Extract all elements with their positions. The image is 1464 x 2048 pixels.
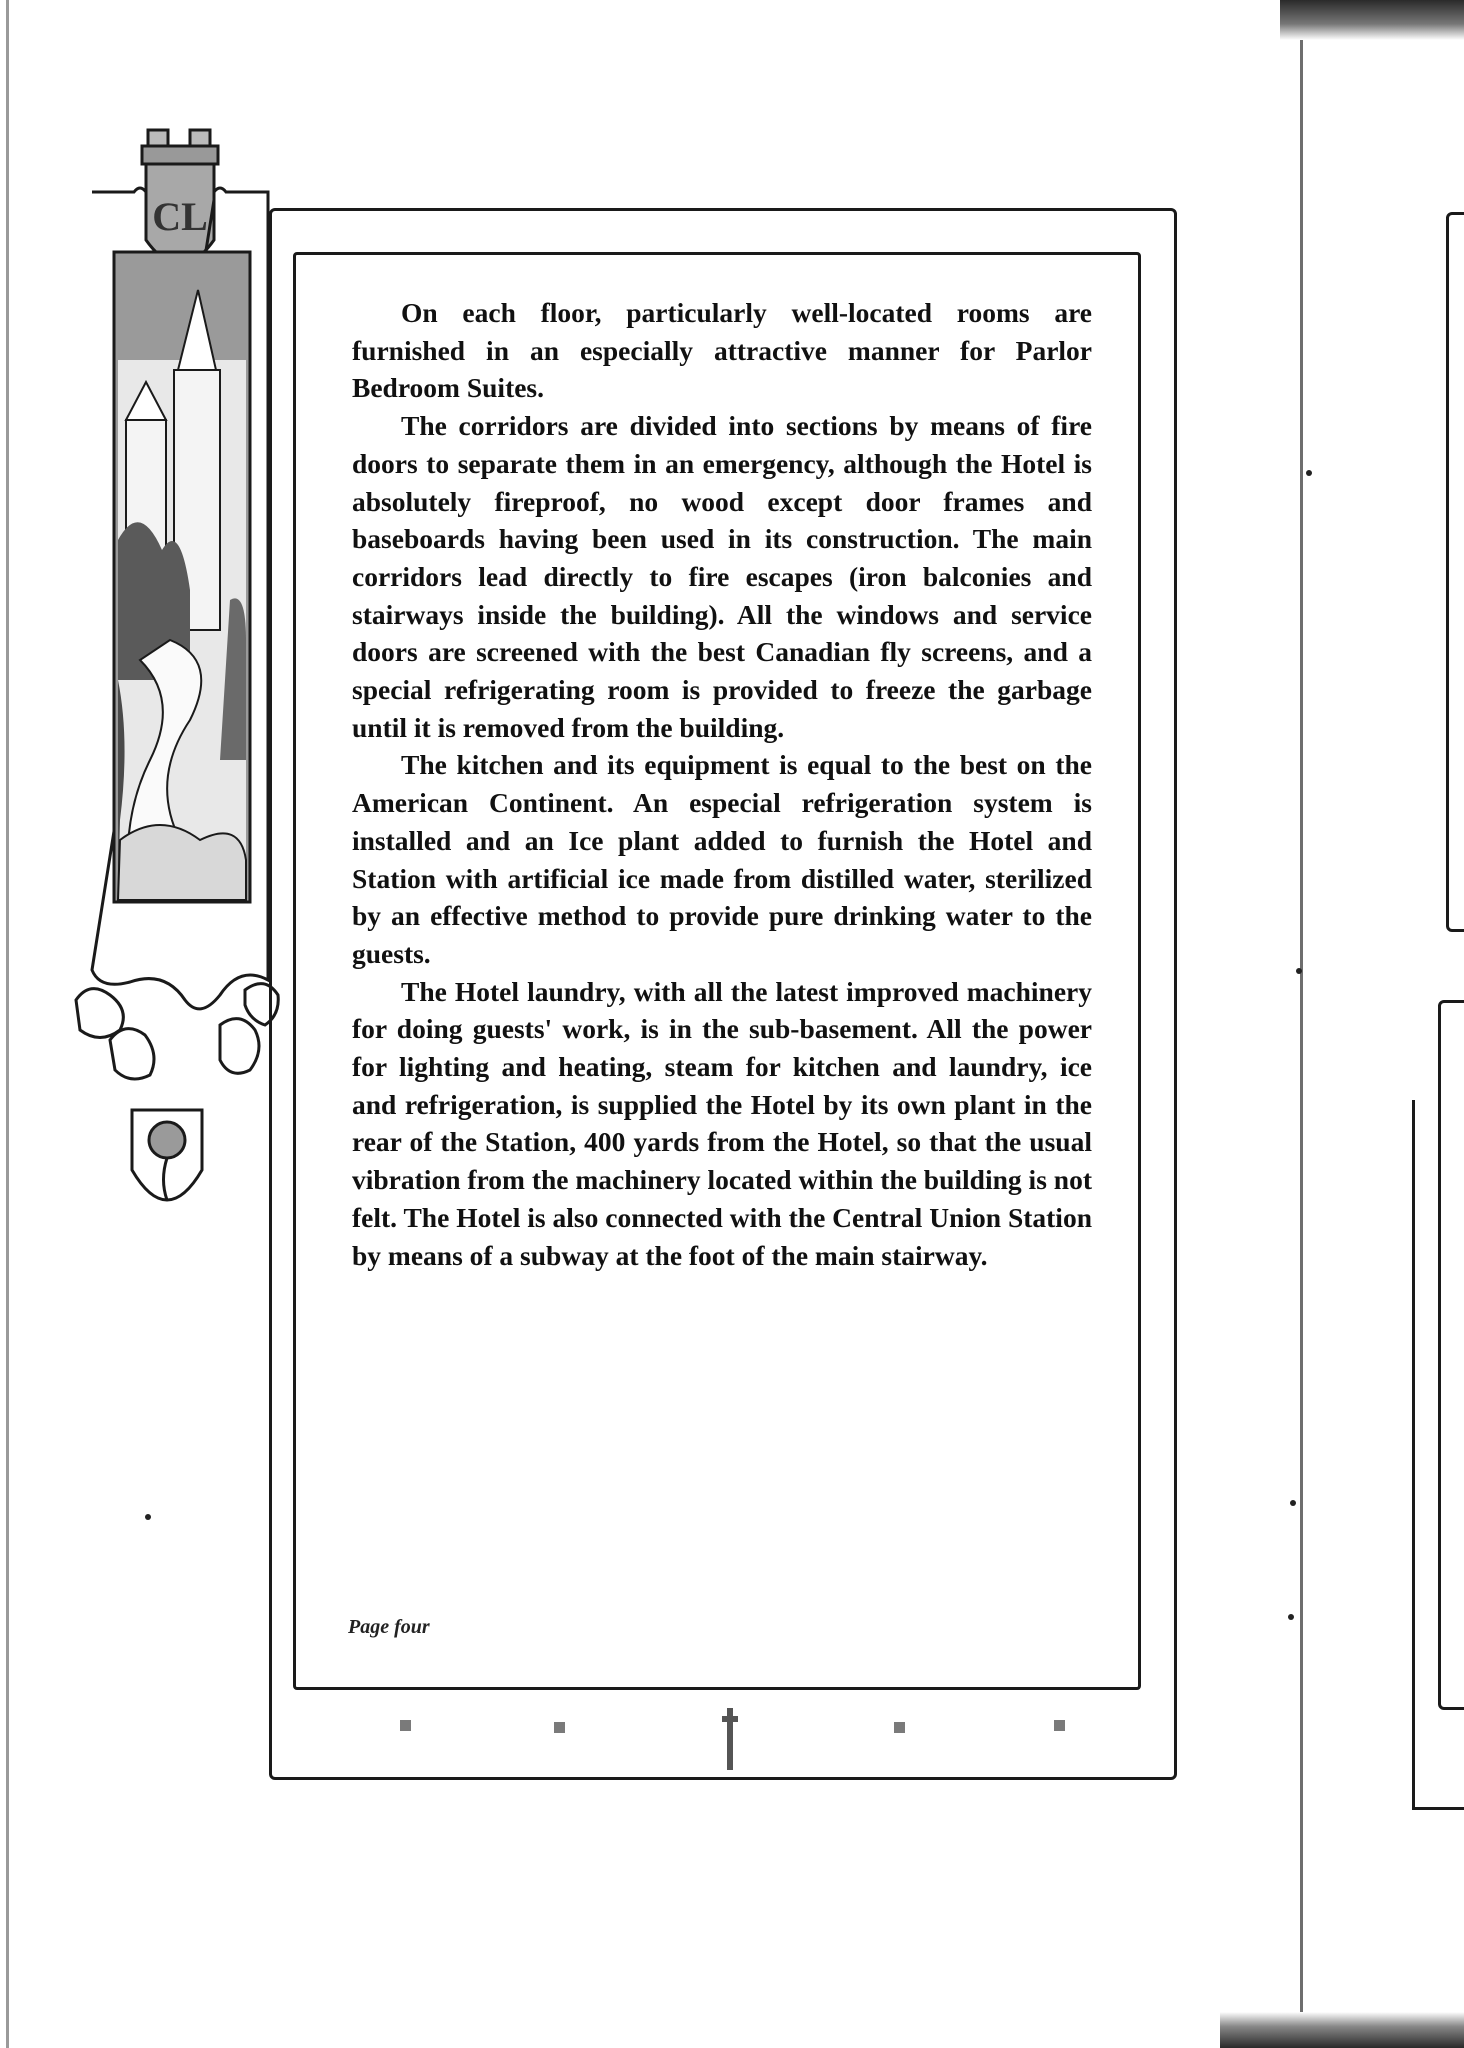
ornament-dot bbox=[554, 1722, 565, 1733]
body-text bbox=[352, 294, 1092, 1274]
scan-edge-top bbox=[1280, 0, 1464, 40]
crest-monogram: CL bbox=[152, 194, 208, 239]
scan-speck bbox=[1296, 968, 1302, 974]
scan-speck bbox=[1288, 1614, 1294, 1620]
ornamental-cross-icon bbox=[722, 1708, 738, 1770]
facing-page-frame-outer bbox=[1412, 1100, 1464, 1810]
rose-shield-icon bbox=[132, 1110, 202, 1200]
castle-illustration-panel bbox=[70, 120, 280, 1220]
ornament-row bbox=[0, 1700, 1464, 1780]
scan-speck bbox=[1306, 470, 1312, 476]
page-number-label: Page four bbox=[348, 1616, 430, 1638]
paragraph-rooms: On each floor, particularly well-located rooms are furnished in an especially attractive manner for Parlor Bedroom Suites. bbox=[352, 297, 1092, 404]
paragraph-corridors: The corridors are divided into sections by means of fire doors to separate them in an emergency, although the Hotel is absolutely fireproof, no wood except door frames and baseboards having been used in its construction. The main corridors lead directly to fire escapes (iron balconies and stairways inside the building). All the windows and service doors are screened with the best Canadian fly screens, and a special refrigerating room is provided to freeze the garbage until it is removed from the building. bbox=[352, 410, 1092, 743]
scan-speck bbox=[145, 1514, 151, 1520]
ornament-dot bbox=[1054, 1720, 1065, 1731]
ornament-dot bbox=[400, 1720, 411, 1731]
scan-edge-bottom bbox=[1220, 2012, 1464, 2048]
scroll-ornament-icon bbox=[76, 984, 278, 1079]
ornament-dot bbox=[894, 1722, 905, 1733]
paragraph-laundry: The Hotel laundry, with all the latest improved machinery for doing guests' work, is in the sub-basement. All the power for lighting and heating, steam for kitchen and laundry, ice and refrigeration, is supplied the Hotel by its own plant in the rear of the Station, 400 yards from the Hotel, so that the usual vibration from the machinery located within the building is not felt. The Hotel is also connected with the Central Union Station by means of a subway at the foot of the main stairway. bbox=[352, 975, 1092, 1271]
scan-speck bbox=[1290, 1500, 1296, 1506]
facing-page-frame-top bbox=[1446, 212, 1464, 932]
paragraph-kitchen: The kitchen and its equipment is equal to the best on the American Continent. An especial refrigeration system is installed and an Ice plant added to furnish the Hotel and Station with artificial ice made from distilled water, sterilized by an effective method to provide pure drinking water to the guests. bbox=[352, 749, 1092, 969]
